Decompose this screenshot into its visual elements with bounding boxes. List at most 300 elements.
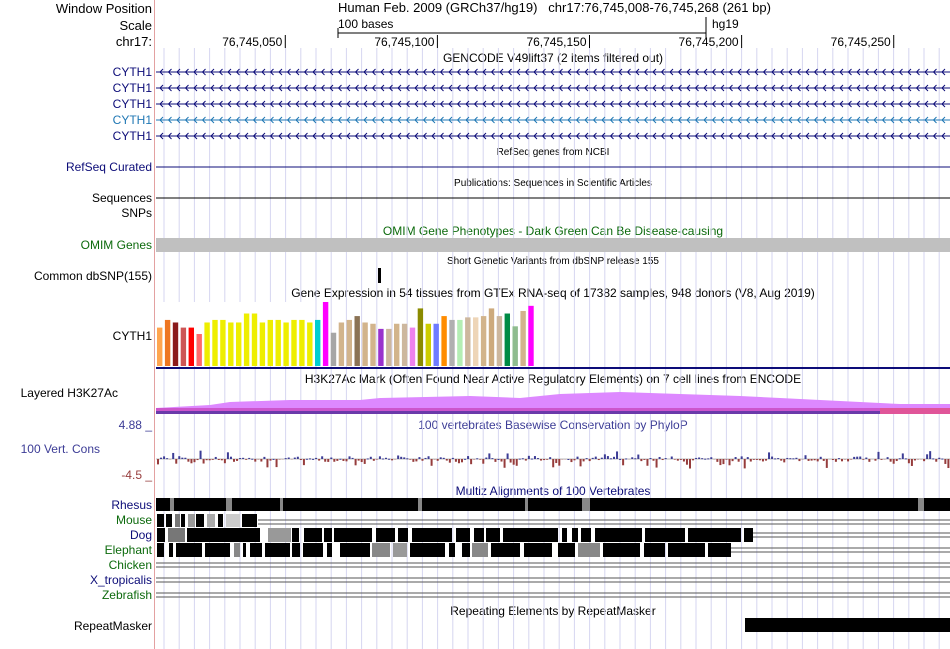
multiz-mouse-block [175,514,180,527]
refseq-title: RefSeq genes from NCBI [496,147,610,158]
phylop-score-bar [193,459,195,462]
phylop-score-bar [342,459,344,461]
phylop-score-bar [215,457,217,459]
phylop-score-bar [236,459,238,461]
phylop-score-bar [479,459,481,460]
phylop-score-bar [166,458,168,459]
phylop-score-bar [288,458,290,459]
phylop-score-bar [370,457,372,459]
multiz-rhesus-gap [418,498,422,511]
phylop-score-bar [437,459,439,461]
multiz-mouse-block [207,514,215,527]
gtex-tissue-bar [481,316,486,366]
phylop-score-bar [485,458,487,459]
phylop-score-bar [905,458,907,459]
gtex-tissue-bar [402,324,407,366]
phylop-score-bar [382,459,384,460]
gtex-tissue-bar [505,314,510,366]
phylop-score-bar [464,459,466,460]
phylop-score-bar [397,455,399,459]
phylop-score-bar [251,459,253,460]
multiz-mouse-block [188,514,195,527]
phylop-score-bar [345,459,347,461]
gtex-tissue-bar [268,320,273,366]
phylop-score-bar [814,459,816,460]
phylop-score-bar [233,459,235,462]
phylop-score-bar [497,459,499,460]
phylop-score-bar [269,459,271,461]
gtex-tissue-bar [323,302,328,366]
phylop-score-bar [592,458,594,459]
phylop-score-bar [589,459,591,461]
phylop-score-bar [646,459,648,466]
phylop-score-bar [507,453,509,459]
multiz-dog-block [324,528,332,542]
phylop-score-bar [732,459,734,461]
phylop-score-bar [671,457,673,459]
phylop-score-bar [729,459,731,465]
phylop-score-bar [932,458,934,459]
phylop-score-bar [470,459,472,464]
gencode-item-label[interactable]: CYTH1 [112,65,152,79]
phylop-score-bar [224,459,226,463]
phylop-score-bar [421,459,423,461]
phylop-score-bar [513,459,515,465]
phylop-score-bar [619,459,621,460]
phylop-score-bar [768,452,770,459]
phylop-score-bar [868,459,870,462]
phylop-score-bar [902,453,904,459]
gtex-tissue-bar [528,306,533,366]
phylop-score-bar [458,459,460,463]
phylop-score-bar [190,459,192,463]
gtex-tissue-bar [299,320,304,366]
phylop-score-bar [881,459,883,460]
phylop-score-bar [762,459,764,461]
phylop-score-bar [890,459,892,462]
phylop-score-bar [908,459,910,463]
ruler-tick-label: 76,745,150 [526,35,587,49]
phylop-min-label: -4.5 _ [121,468,152,482]
multiz-species-zebrafish[interactable]: Zebrafish [101,588,152,602]
dbsnp-title: Short Genetic Variants from dbSNP release 155 [447,256,659,267]
ruler-tick-label: 76,745,250 [830,35,891,49]
multiz-rhesus-gap [226,498,232,511]
phylop-score-bar [522,458,524,459]
multiz-species-mouse[interactable]: Mouse [115,513,152,527]
dbsnp-variant-mark [378,268,381,283]
multiz-rhesus-gap [525,498,528,511]
phylop-score-bar [494,459,496,462]
phylop-score-bar [747,457,749,459]
track-label-omim[interactable]: OMIM Genes [80,238,152,252]
phylop-score-bar [795,458,797,459]
phylop-score-bar [725,459,727,460]
phylop-score-bar [315,458,317,459]
phylop-score-bar [266,459,268,467]
phylop-score-bar [607,456,609,459]
phylop-score-bar [306,459,308,460]
phylop-score-bar [379,456,381,459]
multiz-elephant-block [558,543,575,557]
phylop-score-bar [300,459,302,460]
phylop-score-bar [665,458,667,459]
phylop-score-bar [482,459,484,464]
phylop-score-bar [428,456,430,459]
phylop-score-bar [333,459,335,462]
omim-bar [156,238,950,252]
phylop-score-bar [841,459,843,461]
multiz-elephant-block [243,543,246,557]
multiz-species-dog[interactable]: Dog [129,528,152,542]
phylop-score-bar [698,458,700,459]
phylop-score-bar [516,459,518,466]
phylop-score-bar [750,459,752,462]
multiz-elephant-block [393,543,407,557]
multiz-elephant-block [157,543,164,557]
phylop-score-bar [425,458,427,459]
phylop-score-bar [656,459,658,468]
multiz-dog-block [486,528,500,542]
phylop-score-bar [303,459,305,465]
multiz-elephant-block [372,543,390,557]
multiz-elephant-block [578,543,600,557]
phylop-score-bar [774,458,776,459]
phylop-score-bar [604,454,606,459]
phylop-score-bar [181,458,183,459]
phylop-score-bar [501,459,503,462]
multiz-dog-block [581,528,591,542]
phylop-score-bar [856,457,858,459]
multiz-mouse-block [166,514,172,527]
phylop-score-bar [355,459,357,465]
gtex-tissue-bar [236,322,241,366]
phylop-score-bar [935,459,937,462]
phylop-score-bar [586,458,588,459]
phylop-score-bar [938,458,940,459]
phylop-score-bar [570,459,572,462]
multiz-elephant-block [524,543,552,557]
phylop-score-bar [634,458,636,459]
ruler-tick-label: 76,745,050 [222,35,283,49]
multiz-dog-block [292,528,299,542]
phylop-score-bar [227,452,229,459]
scale-text: 100 bases [338,17,394,31]
phylop-score-bar [446,459,448,461]
sequences-title: Publications: Sequences in Scientific Articles [454,178,652,189]
multiz-dog-block [304,528,322,542]
gencode-item-label[interactable]: CYTH1 [112,81,152,95]
multiz-dog-block [645,528,685,542]
multiz-elephant-block [250,543,262,557]
ruler-tick-label: 76,745,200 [678,35,739,49]
phylop-score-bar [780,459,782,461]
multiz-species-rhesus[interactable]: Rhesus [111,498,152,512]
phylop-score-bar [659,457,661,459]
gtex-tissue-bar [457,320,462,366]
phylop-score-bar [163,456,165,459]
multiz-mouse-block [226,514,240,527]
phylop-score-bar [613,457,615,459]
phylop-score-bar [683,459,685,462]
multiz-species-x_tropicalis[interactable]: X_tropicalis [89,573,152,587]
phylop-score-bar [318,459,320,461]
phylop-score-bar [598,459,600,460]
gtex-tissue-bar [449,320,454,366]
phylop-max-label: 4.88 _ [118,418,152,432]
phylop-score-bar [364,459,366,464]
phylop-score-bar [440,457,442,459]
phylop-score-bar [947,459,949,468]
phylop-score-bar [911,459,913,466]
phylop-score-bar [662,459,664,460]
phylop-score-bar [653,459,655,461]
phylop-score-bar [391,459,393,460]
gtex-title: Gene Expression in 54 tissues from GTEx RNA-seq of 17382 samples, 948 donors (V8, Aug 2019) [291,286,815,300]
phylop-score-bar [218,459,220,460]
phylop-score-bar [926,454,928,459]
phylop-score-bar [412,459,414,462]
phylop-score-bar [820,457,822,459]
gencode-title: GENCODE V49lift37 (2 items filtered out) [442,51,664,65]
h3k27ac-layer [156,411,950,414]
phylop-score-bar [212,459,214,460]
gtex-tissue-bar [473,317,478,366]
multiz-elephant-block [303,543,323,557]
phylop-score-bar [771,457,773,459]
phylop-score-bar [476,458,478,459]
phylop-score-bar [756,459,758,460]
multiz-mouse-block [196,514,204,527]
phylop-score-bar [367,458,369,459]
gtex-tissue-bar [370,324,375,366]
multiz-elephant-block [603,543,640,557]
phylop-score-bar [449,459,451,463]
phylop-score-bar [616,451,618,459]
assembly-text: Human Feb. 2009 (GRCh37/hg19) chr17:76,745,008-76,745,268 (261 bp) [338,0,771,15]
phylop-score-bar [200,451,202,459]
phylop-score-bar [187,459,189,462]
phylop-score-bar [543,459,545,460]
multiz-elephant-block [462,543,470,557]
phylop-score-bar [808,459,810,461]
phylop-score-bar [160,458,162,459]
chrom-label: chr17: [115,34,152,49]
phylop-score-bar [738,459,740,462]
phylop-score-bar [388,459,390,460]
gtex-tissue-bar [418,308,423,366]
phylop-score-bar [488,453,490,459]
gencode-item-label[interactable]: CYTH1 [112,97,152,111]
phylop-score-bar [321,456,323,459]
multiz-elephant-block [491,543,520,557]
track-label-refseq[interactable]: RefSeq Curated [65,160,152,174]
phylop-score-bar [537,458,539,459]
multiz-elephant-block [410,543,445,557]
phylop-score-bar [753,459,755,460]
h3k27ac-title: H3K27Ac Mark (Often Found Near Active Regulatory Elements) on 7 cell lines from ENCODE [304,372,802,386]
scale-label: Scale [119,18,152,33]
phylop-score-bar [157,459,159,464]
gencode-item-label[interactable]: CYTH1 [112,129,152,143]
phylop-score-bar [899,458,901,459]
phylop-score-bar [783,459,785,462]
gtex-tissue-bar [220,320,225,366]
phylop-score-bar [546,459,548,460]
phylop-score-bar [203,459,205,464]
phylop-score-bar [519,459,521,460]
multiz-elephant-block [176,543,202,557]
gtex-tissue-bar [331,333,336,366]
gtex-tissue-bar [339,322,344,366]
phylop-score-bar [610,458,612,459]
phylop-score-bar [400,457,402,459]
position-text: chr17:76,745,008-76,745,268 (261 bp) [548,0,771,15]
phylop-score-bar [254,459,256,462]
multiz-elephant-block [708,543,731,557]
gtex-tissue-bar [410,328,415,366]
phylop-score-bar [580,459,582,466]
phylop-score-bar [838,458,840,459]
multiz-rhesus-gap [918,498,924,511]
phylop-score-bar [467,456,469,459]
multiz-dog-block [334,528,372,542]
phylop-score-bar [349,456,351,459]
phylop-score-bar [178,456,180,459]
multiz-elephant-block [265,543,290,557]
gtex-tissue-bar [513,326,518,366]
phylop-score-bar [297,457,299,459]
gtex-tissue-bar [212,320,217,366]
phylop-score-bar [798,459,800,461]
window-position-label: Window Position [55,1,152,16]
gencode-item-label[interactable]: CYTH1 [112,113,152,127]
phylop-score-bar [504,459,506,468]
phylop-score-bar [859,457,861,459]
gtex-tissue-bar [497,316,502,366]
gtex-tissue-bar [489,308,494,366]
repeatmasker-title: Repeating Elements by RepeatMasker [450,604,656,618]
phylop-score-bar [853,457,855,459]
track-label-sequences[interactable]: Sequences [91,191,152,205]
phylop-score-bar [206,459,208,460]
gtex-tissue-bar [465,317,470,366]
multiz-dog-block [562,528,567,542]
gtex-tissue-bar [347,320,352,366]
phylop-score-bar [877,452,879,459]
phylop-score-bar [324,459,326,462]
phylop-score-bar [622,459,624,465]
phylop-score-bar [245,459,247,460]
omim-title: OMIM Gene Phenotypes - Dark Green Can Be Disease-causing [382,224,724,238]
phylop-score-bar [552,459,554,467]
phylop-score-bar [811,459,813,461]
phylop-score-bar [452,458,454,459]
gtex-tissue-bar [386,329,391,366]
phylop-score-bar [686,459,688,465]
phylop-score-bar [677,459,679,461]
phylop-score-bar [358,459,360,461]
gtex-tissue-bar [252,314,257,366]
phylop-score-bar [719,459,721,465]
phylop-score-bar [862,459,864,460]
gtex-tissue-bar [394,324,399,366]
h3k27ac-layer [156,408,950,411]
phylop-score-bar [294,458,296,459]
phylop-score-bar [923,459,925,461]
gtex-tissue-bar [204,322,209,366]
track-label-snps[interactable]: SNPs [121,206,152,220]
multiz-dog-block [398,528,408,542]
multiz-dog-block [168,528,185,542]
phylop-score-bar [583,459,585,461]
phylop-score-bar [376,459,378,460]
phylop-score-bar [540,459,542,461]
phylop-score-bar [835,459,837,462]
phylop-score-bar [805,455,807,459]
gtex-tissue-bar [244,314,249,366]
multiz-species-chicken[interactable]: Chicken [108,558,152,572]
phylop-score-bar [285,458,287,459]
phylop-score-bar [692,459,694,460]
phylop-score-bar [312,459,314,460]
multiz-rhesus-gap [170,498,174,511]
track-label-gtex[interactable]: CYTH1 [112,329,152,343]
phylop-score-bar [403,457,405,459]
gtex-tissue-bar [189,328,194,366]
track-label-dbsnp[interactable]: Common dbSNP(155) [33,269,152,283]
phylop-score-bar [595,457,597,459]
phylop-score-bar [823,459,825,461]
phylop-score-bar [409,459,411,460]
phylop-score-bar [184,458,186,459]
gtex-tissue-bar [276,320,281,366]
phylop-score-bar [704,459,706,460]
multiz-dog-block [268,528,291,542]
phylop-score-bar [230,457,232,459]
phylop-score-bar [406,458,408,459]
multiz-title: Multiz Alignments of 100 Vertebrates [455,484,651,498]
multiz-dog-block [157,528,165,542]
multiz-elephant-block [292,543,300,557]
phylop-score-bar [239,458,241,459]
phylop-score-bar [759,459,761,460]
phylop-score-bar [707,458,709,459]
multiz-dog-block [456,528,470,542]
phylop-score-bar [555,459,557,463]
track-label-repeatmasker[interactable]: RepeatMasker [73,619,152,633]
phylop-score-bar [643,459,645,460]
phylop-score-bar [674,459,676,460]
multiz-dog-block [412,528,452,542]
gtex-tissue-bar [165,320,170,366]
phylop-score-bar [443,458,445,459]
phylop-score-bar [941,459,943,460]
multiz-elephant-block [327,543,332,557]
phylop-score-bar [789,458,791,459]
phylop-score-bar [528,456,530,459]
multiz-elephant-block [644,543,665,557]
multiz-dog-block [572,528,578,542]
phylop-score-bar [896,459,898,461]
multiz-species-elephant[interactable]: Elephant [104,543,152,557]
phylop-score-bar [567,459,569,460]
track-label-phylop[interactable]: 100 Vert. Cons [20,442,100,456]
multiz-elephant-block [169,543,173,557]
track-label-h3k27ac[interactable]: Layered H3K27Ac [20,386,118,400]
phylop-score-bar [850,459,852,460]
gtex-tissue-bar [355,316,360,366]
